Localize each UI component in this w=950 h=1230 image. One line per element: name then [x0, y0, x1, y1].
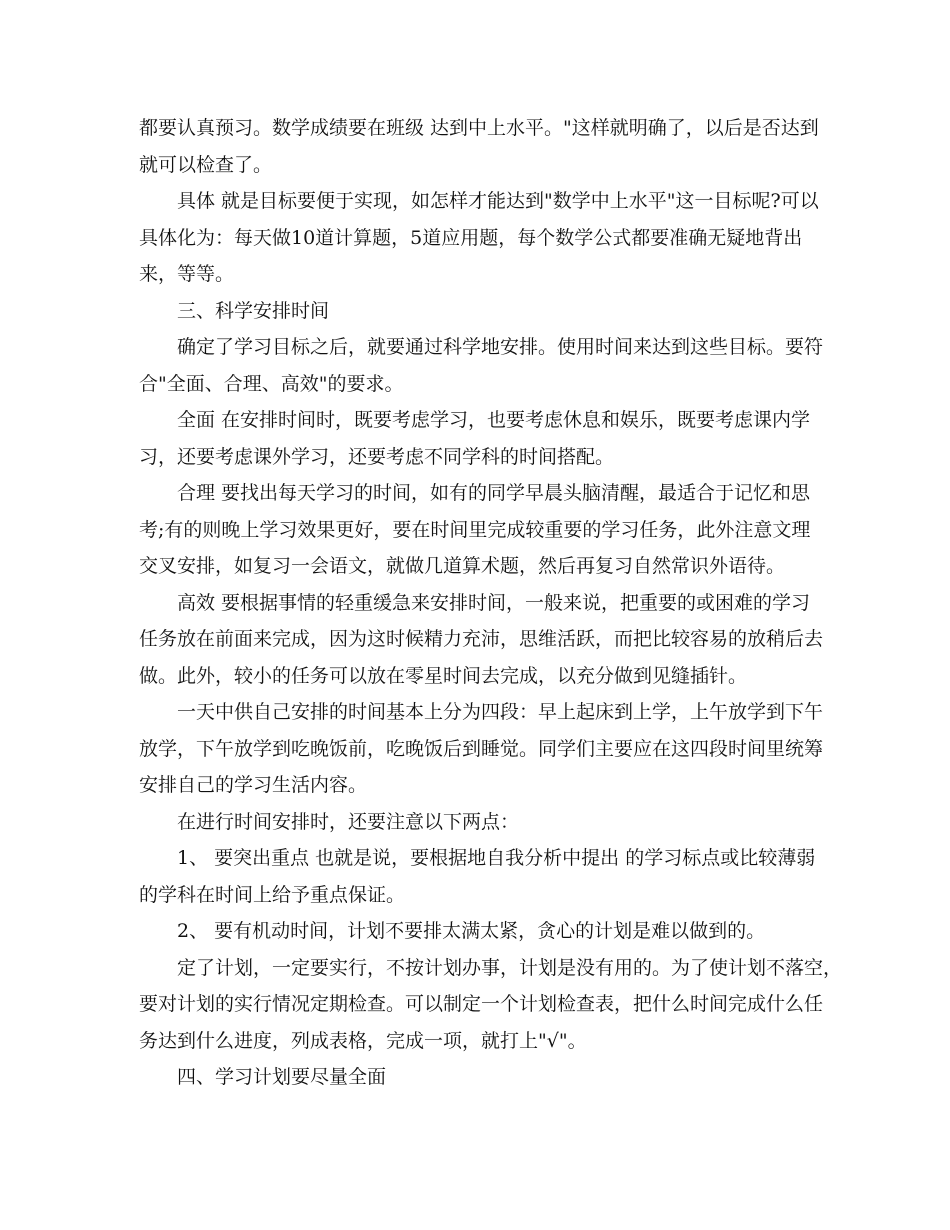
- text-line: 习，还要考虑课外学习，还要考虑不同学科的时间搭配。: [139, 445, 615, 468]
- text-line: 安排自己的学习生活内容。: [139, 774, 368, 796]
- text-line: 合"全面、合理、高效"的要求。: [139, 372, 404, 395]
- text-line: 就可以检查了。: [139, 153, 273, 176]
- text-line: 高效 要根据事情的轻重缓急来安排时间，一般来说，把重要的或困难的学习: [177, 591, 811, 614]
- text-line: 的学科在时间上给予重点保证。: [139, 883, 406, 906]
- text-line: 都要认真预习。数学成绩要在班级 达到中上水平。"这样就明确了，以后是否达到: [139, 117, 819, 139]
- text-line: 2、 要有机动时间，计划不要排太满太紧，贪心的计划是难以做到的。: [177, 920, 766, 942]
- text-line: 具体 就是目标要便于实现，如怎样才能达到"数学中上水平"这一目标呢?可以: [177, 190, 819, 212]
- text-line: 放学，下午放学到吃晚饭前，吃晚饭后到睡觉。同学们主要应在这四段时间里统筹: [139, 737, 824, 760]
- text-line: 1、 要突出重点 也就是说，要根据地自我分析中提出 的学习标点或比较薄弱: [177, 847, 816, 869]
- text-line: 来，等等。: [139, 263, 235, 285]
- text-line: 确定了学习目标之后，就要通过科学地安排。使用时间来达到这些目标。要符: [177, 336, 824, 358]
- text-line: 任务放在前面来完成，因为这时候精力充沛，思维活跃，而把比较容易的放稍后去: [139, 628, 824, 650]
- text-line: 务达到什么进度，列成表格，完成一项，就打上"√"。: [139, 1029, 587, 1052]
- text-line: 做。此外，较小的任务可以放在零星时间去完成，以充分做到见缝插针。: [139, 664, 748, 687]
- text-line: 定了计划，一定要实行，不按计划办事，计划是没有用的。为了使计划不落空，: [177, 956, 843, 979]
- text-line: 四、学习计划要尽量全面: [177, 1066, 387, 1088]
- text-line: 考;有的则晚上学习效果更好，要在时间里完成较重要的学习任务，此外注意文理: [139, 518, 811, 541]
- text-line: 一天中供自己安排的时间基本上分为四段：早上起床到上学，上午放学到下午: [177, 701, 824, 723]
- text-line: 在进行时间安排时，还要注意以下两点：: [177, 810, 520, 833]
- text-line: 要对计划的实行情况定期检查。可以制定一个计划检查表，把什么时间完成什么任: [139, 993, 824, 1015]
- text-line: 全面 在安排时间时，既要考虑学习，也要考虑休息和娱乐，既要考虑课内学: [177, 409, 811, 431]
- text-line: 具体化为：每天做10道计算题，5道应用题，每个数学公式都要准确无疑地背出: [139, 226, 803, 249]
- text-line: 合理 要找出每天学习的时间，如有的同学早晨头脑清醒，最适合于记忆和思: [177, 482, 811, 504]
- text-line: 三、科学安排时间: [177, 299, 330, 322]
- document-body: [139, 110, 843, 1096]
- text-line: 交叉安排，如复习一会语文，就做几道算术题，然后再复习自然常识外语待。: [139, 555, 786, 577]
